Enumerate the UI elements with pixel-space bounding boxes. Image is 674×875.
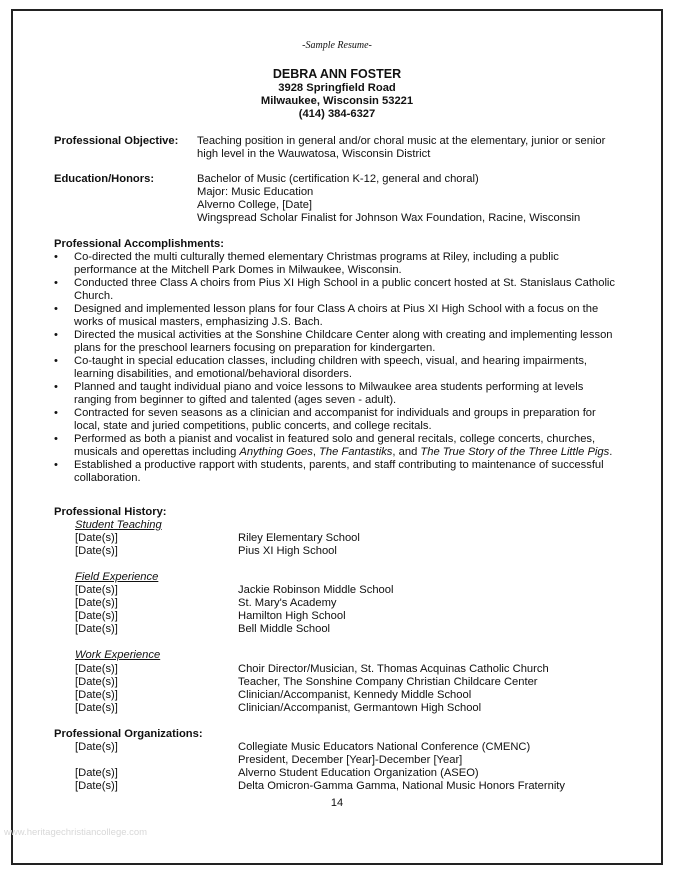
accomplishments-list <box>54 251 634 485</box>
musical-title: Anything Goes <box>239 446 313 458</box>
history-place: St. Mary's Academy <box>238 597 337 609</box>
objective-label: Professional Objective: <box>54 135 179 147</box>
history-date: [Date(s)] <box>75 532 118 544</box>
bullet-icon: • <box>54 355 58 367</box>
list-item-text: Contracted for seven seasons as a clinician and accompanist for individuals and groups in preparation for <box>74 407 596 419</box>
bullet-icon: • <box>54 277 58 289</box>
list-item <box>54 329 634 355</box>
list-item <box>54 303 634 329</box>
resume-name: DEBRA ANN FOSTER <box>272 67 402 81</box>
work-experience-label: Work Experience <box>75 649 161 661</box>
list-item-text: Conducted three Class A choirs from Pius XI High School in a public concert hosted at St. Stanislaus Catholic <box>74 277 616 289</box>
org-name: Delta Omicron-Gamma Gamma, National Music Honors Fraternity <box>238 780 566 792</box>
org-date: [Date(s)] <box>75 767 118 779</box>
list-item <box>54 433 634 459</box>
org-name: Collegiate Music Educators National Conference (CMENC) <box>238 741 531 753</box>
list-item-text: Established a productive rapport with students, parents, and staff contributing to maintenance of successful <box>74 459 604 471</box>
history-place: Clinician/Accompanist, Germantown High School <box>238 702 482 714</box>
history-date: [Date(s)] <box>75 610 118 622</box>
list-item-text: plans for the preschool learners focusing on preparation for kindergarten. <box>74 342 436 354</box>
history-date: [Date(s)] <box>75 584 118 596</box>
history-place: Choir Director/Musician, St. Thomas Acquinas Catholic Church <box>238 663 549 675</box>
list-item-text: works of musical masters, emphasizing J.S. Bach. <box>74 316 323 328</box>
org-name: President, December [Year]-December [Year] <box>238 754 463 766</box>
organizations-label: Professional Organizations: <box>54 728 203 740</box>
history-place: Jackie Robinson Middle School <box>238 584 394 596</box>
bullet-icon: • <box>54 459 58 471</box>
bullet-icon: • <box>54 407 58 419</box>
accomplishments-label: Professional Accomplishments: <box>54 238 224 250</box>
bullet-icon: • <box>54 303 58 315</box>
list-item-text: performance at the Mitchell Park Domes in Milwaukee, Wisconsin. <box>74 264 402 276</box>
education-line: Bachelor of Music (certification K-12, general and choral) <box>197 173 479 185</box>
list-item <box>54 277 634 303</box>
musical-title: The Fantastiks <box>319 446 393 458</box>
list-item-text: collaboration. <box>74 472 141 484</box>
bullet-icon: • <box>54 433 58 445</box>
education-line: Wingspread Scholar Finalist for Johnson Wax Foundation, Racine, Wisconsin <box>197 212 581 224</box>
list-item-text: learning disabilities, and emotional/behavioral disorders. <box>74 368 352 380</box>
list-item-text: ranging from beginner to gifted and talented (ages seven - adult). <box>74 394 397 406</box>
bullet-icon: • <box>54 381 58 393</box>
history-place: Clinician/Accompanist, Kennedy Middle School <box>238 689 472 701</box>
list-item <box>54 251 634 277</box>
history-date: [Date(s)] <box>75 663 118 675</box>
bullet-icon: • <box>54 251 58 263</box>
address-city: Milwaukee, Wisconsin 53221 <box>260 95 414 107</box>
history-place: Teacher, The Sonshine Company Christian Childcare Center <box>238 676 538 688</box>
history-place: Riley Elementary School <box>238 532 360 544</box>
student-teaching-label: Student Teaching <box>75 519 162 531</box>
address-street: 3928 Springfield Road <box>278 82 396 94</box>
list-item-text: Performed as both a pianist and vocalist in featured solo and general recitals, college concerts, churches, <box>74 433 596 445</box>
field-experience-label: Field Experience <box>75 571 159 583</box>
list-item-text: , <box>312 446 320 458</box>
list-item <box>54 407 634 433</box>
list-item-text: Planned and taught individual piano and voice lessons to Milwaukee area students performing at levels <box>74 381 584 393</box>
history-date: [Date(s)] <box>75 623 118 635</box>
objective-line: Teaching position in general and/or choral music at the elementary, junior or senior <box>197 135 606 147</box>
list-item-text: Designed and implemented lesson plans for four Class A choirs at Pius XI High School with a focus on the <box>74 303 599 315</box>
list-item-text: local, state and juried competitions, public concerts, and college recitals. <box>74 420 432 432</box>
history-place: Hamilton High School <box>238 610 346 622</box>
org-date: [Date(s)] <box>75 741 118 753</box>
org-date: [Date(s)] <box>75 780 118 792</box>
phone-number: (414) 384-6327 <box>298 108 376 120</box>
history-date: [Date(s)] <box>75 702 118 714</box>
musical-title: The True Story of the Three Little Pigs <box>420 446 610 458</box>
list-item-text: Church. <box>74 290 114 302</box>
sample-resume-label: -Sample Resume- <box>302 40 372 51</box>
list-item-text: musicals and operettas including <box>74 446 240 458</box>
list-item-text: . <box>609 446 613 458</box>
history-date: [Date(s)] <box>75 545 118 557</box>
history-label: Professional History: <box>54 506 167 518</box>
list-item-text: Co-taught in special education classes, including children with speech, visual, and hearing impairments, <box>74 355 588 367</box>
org-name: Alverno Student Education Organization (ASEO) <box>238 767 479 779</box>
bullet-icon: • <box>54 329 58 341</box>
objective-line: high level in the Wauwatosa, Wisconsin District <box>197 148 431 160</box>
education-label: Education/Honors: <box>54 173 155 185</box>
history-date: [Date(s)] <box>75 676 118 688</box>
history-date: [Date(s)] <box>75 597 118 609</box>
list-item-text: , and <box>392 446 421 458</box>
watermark: www.heritagechristiancollege.com <box>4 827 148 838</box>
list-item <box>54 459 634 485</box>
education-line: Major: Music Education <box>197 186 314 198</box>
education-line: Alverno College, [Date] <box>197 199 313 211</box>
history-date: [Date(s)] <box>75 689 118 701</box>
list-item-text: Co-directed the multi culturally themed elementary Christmas programs at Riley, including a public <box>74 251 559 263</box>
history-place: Bell Middle School <box>238 623 331 635</box>
list-item <box>54 381 634 407</box>
page-number: 14 <box>330 797 344 809</box>
history-place: Pius XI High School <box>238 545 337 557</box>
list-item-text: Directed the musical activities at the Sonshine Childcare Center along with creating and implementing lesson <box>74 329 613 341</box>
list-item <box>54 355 634 381</box>
